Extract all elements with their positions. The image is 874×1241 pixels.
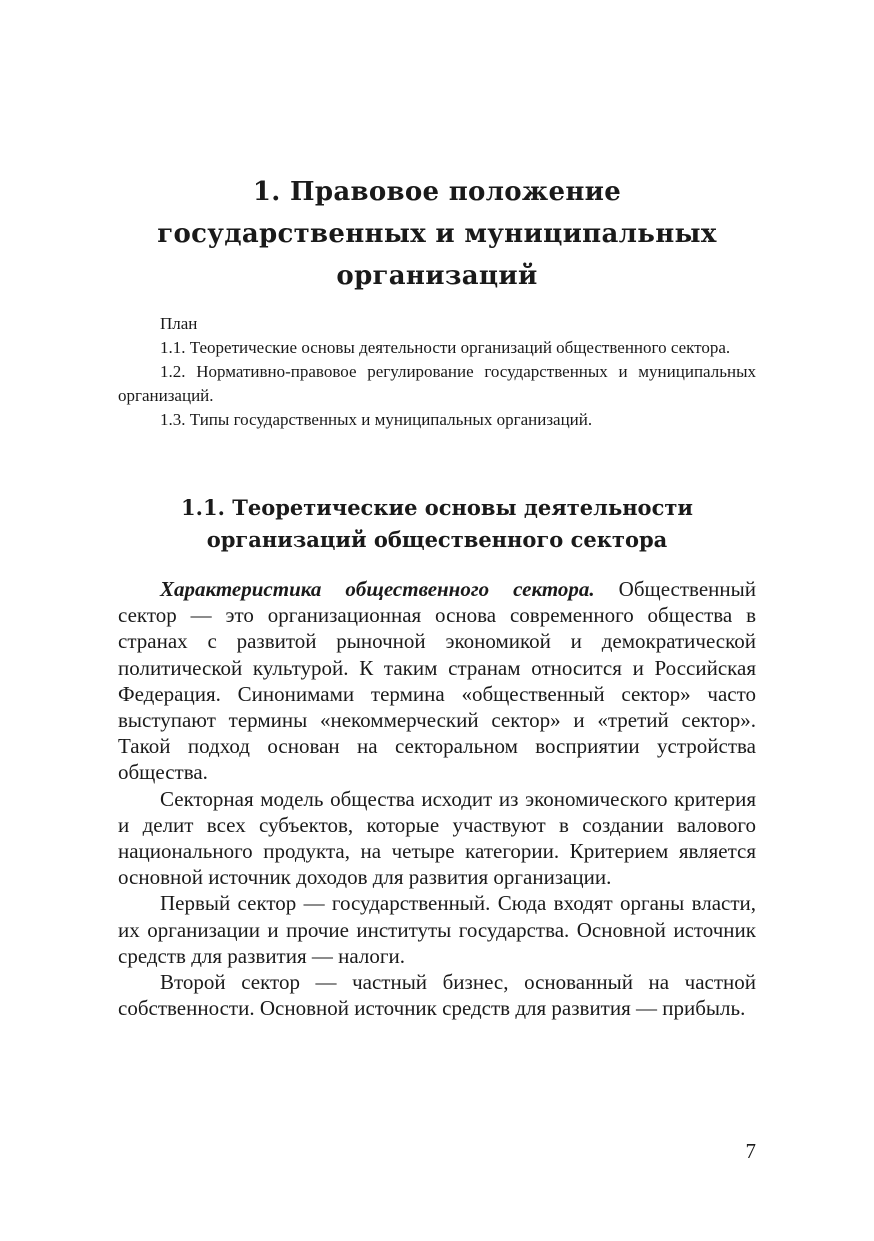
book-page bbox=[118, 0, 756, 1241]
section-title bbox=[118, 492, 756, 556]
chapter-plan bbox=[118, 312, 756, 432]
section-title-line: организаций общественного сектора bbox=[206, 527, 668, 552]
chapter-title-line: 1. Правовое положение bbox=[252, 177, 622, 207]
body-text bbox=[118, 576, 756, 1021]
chapter-title bbox=[118, 171, 756, 297]
paragraph: Первый сектор — государственный. Сюда входят органы власти, их организации и прочие институты государства. Основной источник средств для развития — налоги. bbox=[118, 891, 756, 968]
chapter-title-line: организаций bbox=[336, 261, 538, 291]
plan-item: 1.2. Нормативно-правовое регулирование государственных и муниципальных организаций. bbox=[118, 362, 756, 405]
paragraph-lead-term: Характеристика общественного сектора. bbox=[160, 577, 595, 601]
paragraph-text: Общественный сектор — это организационная основа современного общества в странах с развитой рыночной экономикой и демократической политической культурой. К таким странам относится и Российская Федерация. Синонимами термина «общественный сектор» часто выступают термины «некоммерческий сектор» и «третий сектор». Такой подход основан на секторальном восприятии устройства общества. bbox=[118, 577, 756, 785]
section-title-line: 1.1. Теоретические основы деятельности bbox=[181, 495, 693, 520]
plan-item: 1.1. Теоретические основы деятельности организаций общественного сектора. bbox=[160, 338, 731, 357]
paragraph bbox=[118, 576, 756, 786]
paragraph: Секторная модель общества исходит из экономического критерия и делит всех субъектов, которые участвуют в создании валового национального продукта, на четыре категории. Критерием является основной источник доходов для развития организации. bbox=[118, 786, 756, 890]
page-number: 7 bbox=[745, 1139, 756, 1163]
plan-heading: План bbox=[160, 314, 198, 333]
paragraph: Второй сектор — частный бизнес, основанный на частной собственности. Основной источник средств для развития — прибыль. bbox=[118, 970, 756, 1021]
plan-item: 1.3. Типы государственных и муниципальных организаций. bbox=[160, 410, 593, 429]
chapter-title-line: государственных и муниципальных bbox=[157, 219, 717, 249]
